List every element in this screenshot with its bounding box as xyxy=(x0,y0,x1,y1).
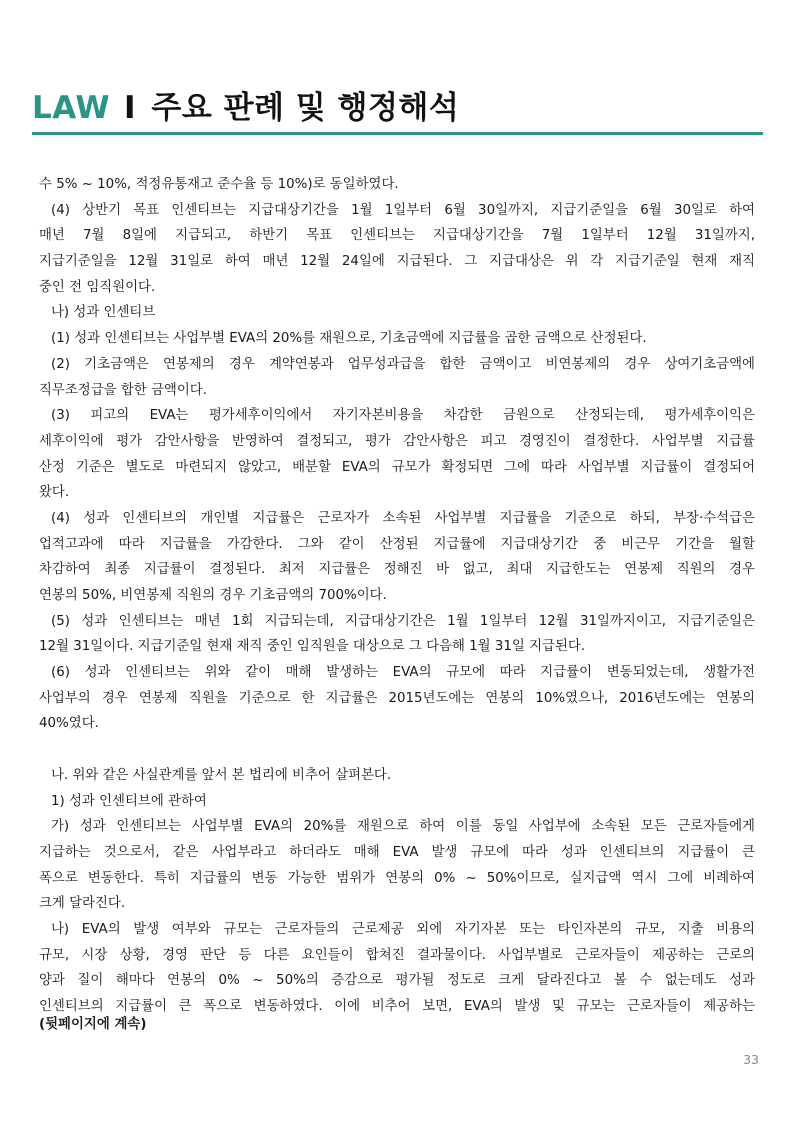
header-separator: I xyxy=(124,90,137,126)
text-line: 양과 질이 해마다 연봉의 0% ~ 50%의 증감으로 평가될 정도로 크게 달라진다고 볼 수 없는데도 성과 xyxy=(39,973,755,989)
page-header xyxy=(32,84,762,132)
text-line: 매년 7월 8일에 지급되고, 하반기 목표 인센티브는 지급대상기간을 7월 1일부터 12월 31일까지, xyxy=(39,228,755,244)
text-line: (1) 성과 인센티브는 사업부별 EVA의 20%를 재원으로, 기초금액에 지급률을 곱한 금액으로 산정된다. xyxy=(51,331,647,347)
text-line: (4) 상반기 목표 인센티브는 지급대상기간을 1월 1일부터 6월 30일까지, 지급기준일을 6월 30일로 하여 xyxy=(51,202,755,218)
text-line: 차감하여 최종 지급률이 결정된다. 최저 지급률은 정해진 바 없고, 최대 지급한도는 연봉제 직원의 경우 xyxy=(39,562,755,578)
text-line: (2) 기초금액은 연봉제의 경우 계약연봉과 업무성과급을 합한 금액이고 비연봉제의 경우 상여기초금액에 xyxy=(51,356,755,372)
page-title: 주요 판례 및 행정해석 xyxy=(151,90,460,126)
page-number: 33 xyxy=(743,1052,759,1067)
text-line: 12월 31일이다. 지급기준일 현재 재직 중인 임직원을 대상으로 그 다음해 1월 31일 지급된다. xyxy=(39,639,586,655)
text-line: 인센티브의 지급률이 큰 폭으로 변동하였다. 이에 비추어 보면, EVA의 발생 및 규모는 근로자들이 제공하는 xyxy=(39,999,755,1014)
text-line: 수 5% ~ 10%, 적정유통재고 준수율 등 10%)로 동일하였다. xyxy=(39,177,399,192)
text-line: 직무조정급을 합한 금액이다. xyxy=(39,382,207,398)
text-line: 나) EVA의 발생 여부와 규모는 근로자들의 근로제공 외에 자기자본 또는 타인자본의 규모, 지출 비용의 xyxy=(51,921,755,937)
text-line: 지급기준일을 12월 31일로 하여 매년 12월 24일에 지급된다. 그 지급대상은 위 각 지급기준일 현재 재직 xyxy=(39,254,755,270)
text-line: 40%였다. xyxy=(39,716,99,732)
text-line: 규모, 시장 상황, 경영 판단 등 다른 요인들이 합쳐진 결과물이다. 사업부별로 근로자들이 제공하는 근로의 xyxy=(39,947,755,963)
text-line: 연봉의 50%, 비연봉제 직원의 경우 기초금액의 700%이다. xyxy=(39,588,387,603)
header-title xyxy=(32,84,762,132)
text-line: (5) 성과 인센티브는 매년 1회 지급되는데, 지급대상기간은 1월 1일부터 12월 31일까지이고, 지급기준일은 xyxy=(51,613,755,629)
header-divider xyxy=(32,132,763,135)
text-line: 산정 기준은 별도로 마련되지 않았고, 배분할 EVA의 규모가 확정되면 그에 따라 사업부별 지급률이 결정되어 xyxy=(39,459,755,475)
text-line: 중인 전 임직원이다. xyxy=(39,279,156,295)
text-line: 가) 성과 인센티브는 사업부별 EVA의 20%를 재원으로 하여 이를 동일 사업부에 소속된 모든 근로자들에게 xyxy=(51,819,755,835)
text-line: 폭으로 변동한다. 특히 지급률의 변동 가능한 범위가 연봉의 0% ~ 50%이므로, 실지급액 역시 그에 비례하여 xyxy=(39,870,755,886)
text-line: 세후이익에 평가 감안사항을 반영하여 결정되고, 평가 감안사항은 피고 경영진이 결정한다. 사업부별 지급률 xyxy=(39,433,755,449)
text-line: (3) 피고의 EVA는 평가세후이익에서 자기자본비용을 차감한 금원으로 산정되는데, 평가세후이익은 xyxy=(51,408,755,424)
text-line: 크게 달라진다. xyxy=(39,896,126,912)
text-line: 1) 성과 인센티브에 관하여 xyxy=(51,793,207,809)
text-line: 나. 위와 같은 사실관계를 앞서 본 법리에 비추어 살펴본다. xyxy=(51,767,392,783)
text-line: (4) 성과 인센티브의 개인별 지급률은 근로자가 소속된 사업부별 지급률을 기준으로 하되, 부장·수석급은 xyxy=(51,510,755,526)
text-line: 나) 성과 인센티브 xyxy=(51,305,156,321)
continue-note: (뒷페이지에 계속) xyxy=(39,1017,147,1032)
text-line: (6) 성과 인센티브는 위와 같이 매해 발생하는 EVA의 규모에 따라 지급률이 변동되었는데, 생활가전 xyxy=(51,665,755,681)
section-label: LAW xyxy=(32,90,111,126)
text-line: 업적고과에 따라 지급률을 가감한다. 그와 같이 산정된 지급률에 지급대상기간 중 비근무 기간을 월할 xyxy=(39,536,755,552)
document-body xyxy=(39,172,755,1020)
text-line: 사업부의 경우 연봉제 직원을 기준으로 한 지급률은 2015년도에는 연봉의 10%였으나, 2016년도에는 연봉의 xyxy=(39,690,755,706)
text-line: 왔다. xyxy=(39,485,70,501)
text-line: 지급하는 것으로서, 같은 사업부라고 하더라도 매해 EVA 발생 규모에 따라 성과 인센티브의 지급률이 큰 xyxy=(39,844,755,860)
blank-line xyxy=(39,737,755,763)
